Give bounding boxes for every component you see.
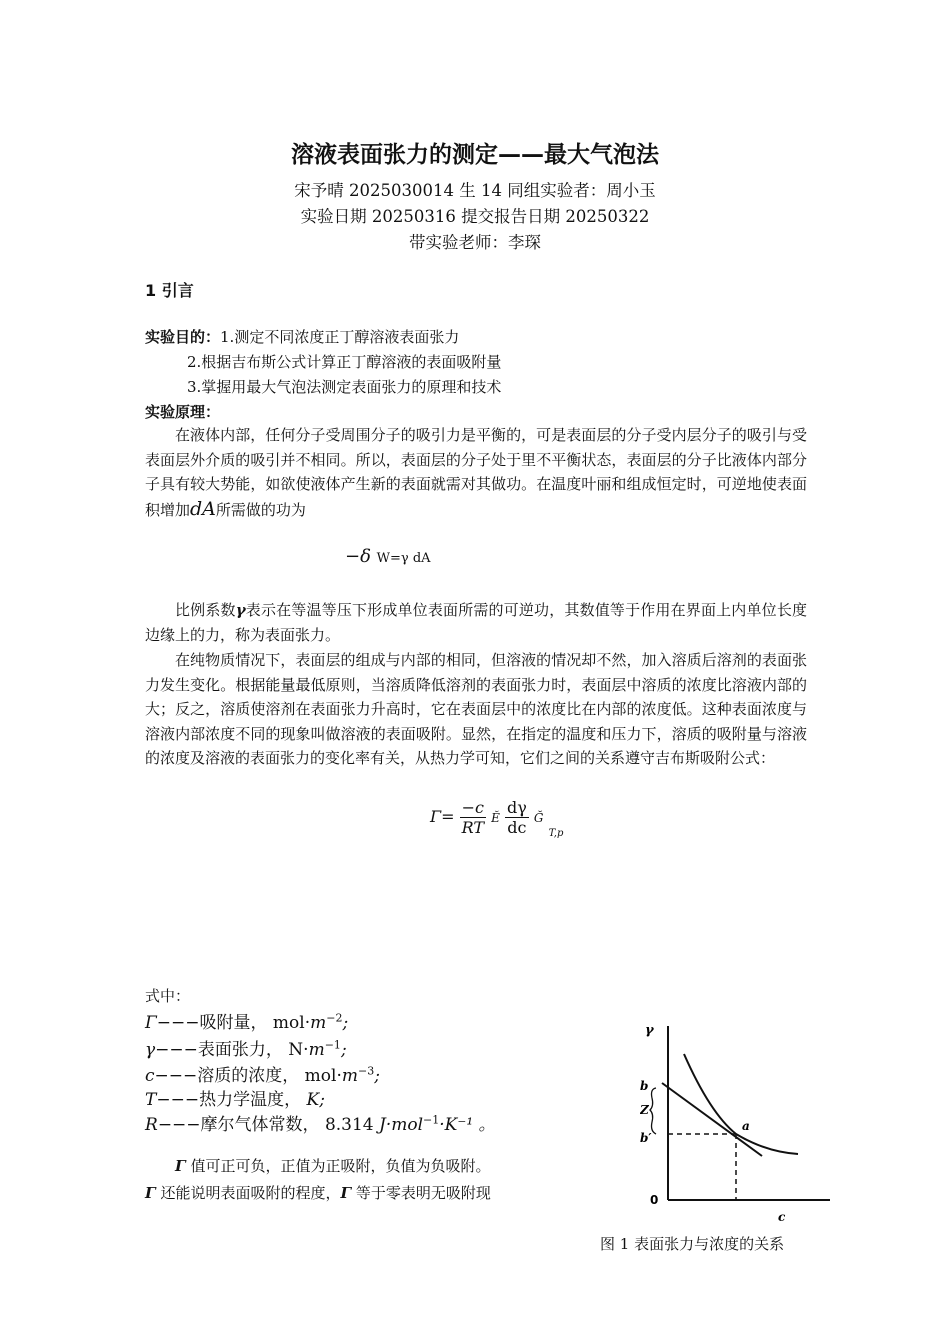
work-formula-rhs: W=γ dA: [376, 551, 431, 566]
gibbs-fraction-2: [505, 798, 529, 837]
surface-tension-figure: [640, 1018, 840, 1228]
note-line-1: [145, 1153, 565, 1180]
legend-exponent: −3: [358, 1064, 375, 1078]
purpose-item-1: 1.测定不同浓度正丁醇溶液表面张力: [220, 328, 460, 346]
z-brace: [650, 1088, 656, 1134]
section-heading-intro: 1 引言: [145, 281, 194, 300]
note-text-2b: 等于零表明无吸附现: [355, 1184, 491, 1202]
purpose-line-1: [145, 326, 459, 347]
legend-unit: J·mol: [379, 1115, 424, 1135]
legend-row-r: [145, 1110, 496, 1135]
gibbs-num-2: dγ: [507, 798, 527, 817]
legend-tail: ;: [319, 1090, 325, 1110]
z-label: Z: [640, 1103, 649, 1117]
a-point-label: a: [742, 1119, 750, 1133]
legend-symbol: Γ: [145, 1013, 157, 1033]
note-text-2a: 还能说明表面吸附的程度，: [160, 1184, 341, 1202]
legend-row-t: [145, 1085, 325, 1110]
legend-text: −−−表面张力， N·: [155, 1040, 309, 1060]
author-line: 宋予晴 2025030014 生 14 同组实验者：周小玉: [294, 181, 656, 200]
figure-caption: 图 1 表面张力与浓度的关系: [600, 1235, 785, 1253]
gibbs-den-2: dc: [507, 818, 527, 837]
legend-row-gamma-upper: [145, 1008, 348, 1033]
y-axis-label: γ: [645, 1023, 654, 1038]
gibbs-num-1: −c: [460, 798, 486, 818]
dA-symbol: dA: [190, 497, 216, 520]
legend-text: −−−摩尔气体常数， 8.314: [157, 1115, 380, 1135]
legend-title: 式中：: [145, 987, 191, 1005]
legend-exponent: −1: [423, 1113, 440, 1127]
legend-row-c: [145, 1061, 380, 1086]
gibbs-lhs: Γ=: [430, 807, 455, 826]
gamma-symbol: Γ: [175, 1157, 186, 1175]
paragraph-3-text: 在纯物质情况下，表面层的组成与内部的相同，但溶液的情况却不然，加入溶质后溶剂的表面张力发生变化。根据能量最低原则，当溶质降低溶剂的表面张力时，表面层中溶质的浓度比溶液内部的大；反之，溶质使溶剂在表面张力升高时，它在表面层中的浓度比在内部的浓度低。这种表面浓度与溶液内部浓度不同的现象叫做溶液的表面吸附。显然，在指定的温度和压力下，溶质的吸附量与溶液的浓度及溶液的表面张力的变化率有关，从热力学可知，它们之间的关系遵守吉布斯吸附公式：: [145, 651, 807, 767]
legend-tail: ;: [374, 1066, 380, 1086]
legend-tail: ·K⁻¹ 。: [439, 1115, 496, 1135]
legend-text: −−−溶质的浓度， mol·: [154, 1066, 342, 1086]
paragraph-1-tail: 所需做的功为: [215, 500, 306, 519]
legend-exponent: −1: [324, 1038, 341, 1052]
gibbs-close-paren: Ğ: [533, 811, 544, 825]
legend-tail: ;: [342, 1013, 349, 1033]
legend-unit: m: [310, 1013, 327, 1033]
surface-tension-curve: [684, 1054, 798, 1154]
paragraph-1: [145, 423, 807, 522]
legend-symbol: T: [145, 1090, 157, 1110]
date-line: 实验日期 20250316 提交报告日期 20250322: [300, 207, 650, 226]
b-prime-label: b′: [640, 1131, 652, 1145]
legend-unit: K: [306, 1090, 320, 1110]
legend-row-gamma: [145, 1035, 347, 1060]
legend-text: −−−热力学温度，: [156, 1090, 307, 1110]
gamma-symbol: γ: [235, 601, 246, 619]
gamma-symbol: Γ: [340, 1184, 352, 1202]
b-label: b: [640, 1079, 649, 1093]
legend-symbol: c: [145, 1066, 155, 1086]
paragraph-2-text: 比例系数: [175, 601, 236, 619]
work-formula: [345, 546, 431, 567]
gibbs-formula: [430, 798, 563, 837]
note-line-2: [145, 1180, 565, 1207]
principle-label: 实验原理：: [145, 403, 221, 421]
paragraph-2: [145, 598, 807, 647]
origin-label: 0: [650, 1193, 659, 1207]
paragraph-3: [145, 648, 807, 771]
x-axis-label: c: [778, 1210, 786, 1224]
legend-unit: m: [341, 1066, 358, 1086]
page-title: 溶液表面张力的测定——最大气泡法: [291, 142, 659, 168]
legend-unit: m: [308, 1040, 325, 1060]
legend-exponent: −2: [326, 1011, 343, 1025]
legend-tail: ;: [340, 1040, 347, 1060]
legend-symbol: R: [145, 1115, 158, 1135]
paragraph-2-tail: 表示在等温等压下形成单位表面所需的可逆功，其数值等于作用在界面上内单位长度边缘上的力，称为表面张力。: [145, 601, 807, 644]
gibbs-subscript: T,p: [548, 828, 564, 839]
work-formula-lhs: −δ: [345, 546, 371, 567]
legend-text: −−−吸附量， mol·: [156, 1013, 311, 1033]
purpose-item-2: 2.根据吉布斯公式计算正丁醇溶液的表面吸附量: [187, 353, 502, 371]
note-text-1: 值可正可负，正值为正吸附，负值为负吸附。: [190, 1157, 491, 1175]
teacher-line: 带实验老师：李琛: [409, 233, 541, 252]
adsorption-note: [145, 1153, 565, 1207]
paragraph-1-text: 在液体内部，任何分子受周围分子的吸引力是平衡的，可是表面层的分子受内层分子的吸引与受表面层外介质的吸引并不相同。所以，表面层的分子处于里不平衡状态，表面层的分子比液体内部分子具有较大势能，如欲使液体产生新的表面就需对其做功。在温度叶丽和组成恒定时，可逆地使表面积增加: [145, 426, 807, 519]
purpose-label: 实验目的：: [145, 328, 221, 346]
gibbs-fraction-1: [460, 798, 486, 837]
legend-symbol: γ: [145, 1040, 156, 1060]
purpose-item-3: 3.掌握用最大气泡法测定表面张力的原理和技术: [187, 378, 502, 396]
gibbs-open-paren: Ĕ: [491, 811, 500, 825]
gamma-symbol: Γ: [145, 1184, 156, 1202]
gibbs-den-1: RT: [461, 818, 485, 837]
